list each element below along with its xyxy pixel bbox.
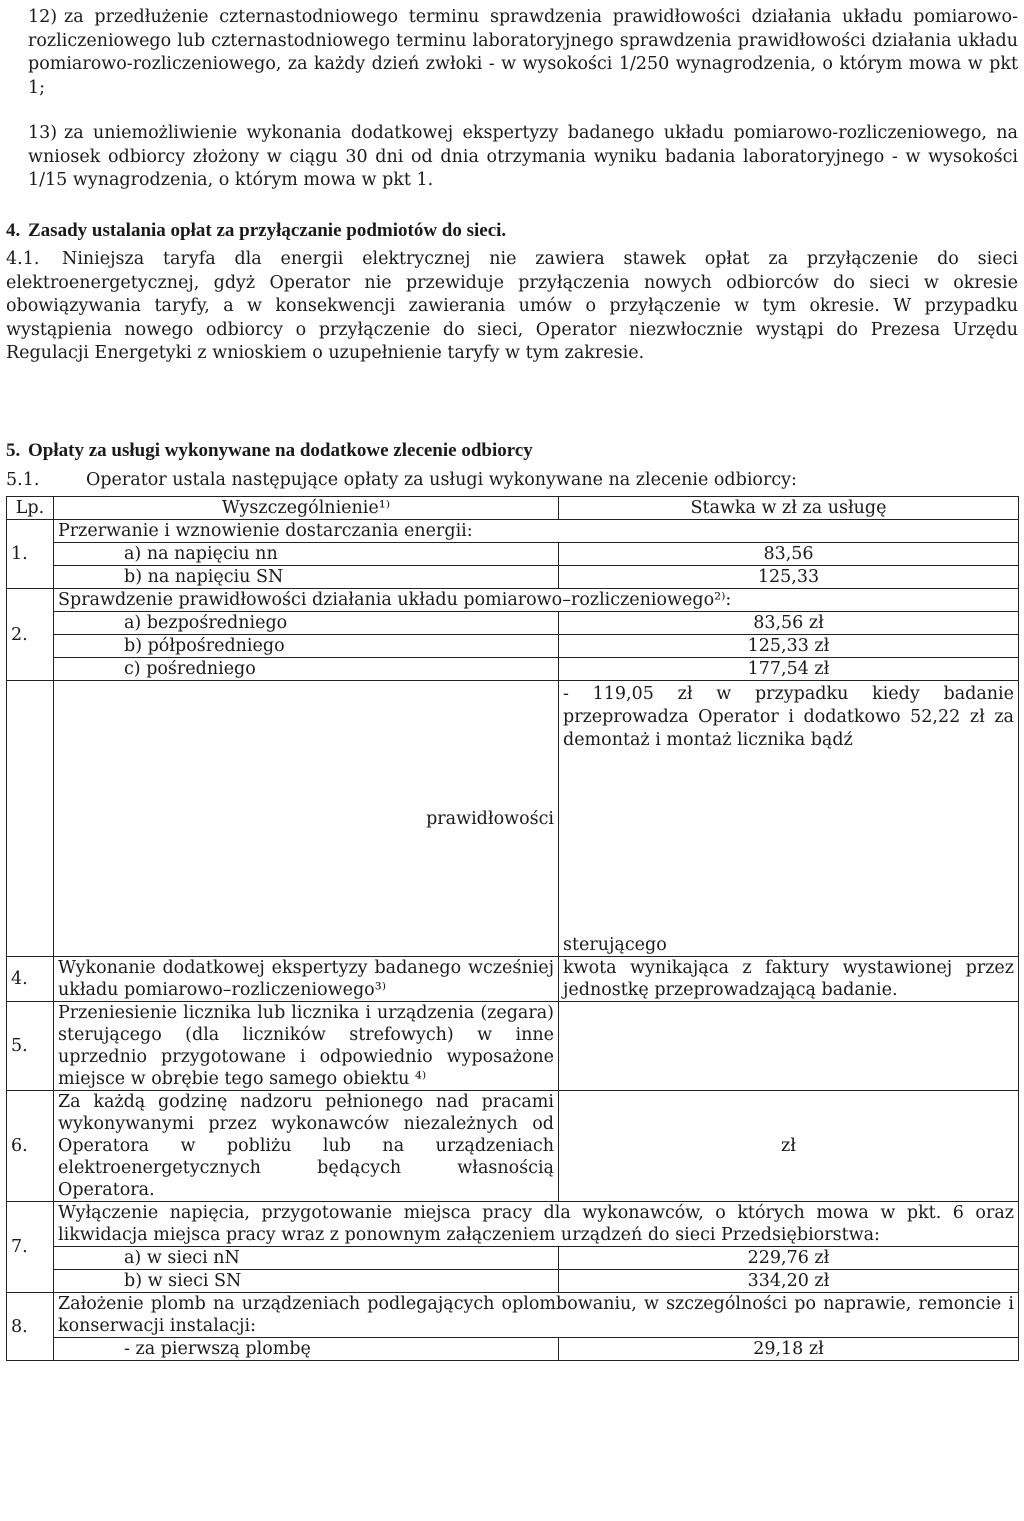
row-number: 4. bbox=[7, 957, 54, 1002]
item-text: za przedłużenie czternastodniowego terminu sprawdzenia prawidłowości działania układu pomiarowo-rozliczeniowego lub czternastodniowego terminu laboratoryjnego sprawdzenia prawidłowości działania układu pomiarowo-rozliczeniowego, za każdy dzień zwłoki - w wysokości 1/250 wynagrodzenia, o którym mowa w pkt 1; bbox=[28, 7, 1018, 98]
table-row bbox=[7, 635, 1019, 658]
item-number: 13) bbox=[28, 123, 58, 143]
table-row bbox=[7, 520, 1019, 543]
row-rate: kwota wynikająca z faktury wystawionej przez jednostkę przeprowadzającą badanie. bbox=[559, 957, 1019, 1002]
table-row bbox=[7, 566, 1019, 589]
item-text: za uniemożliwienie wykonania dodatkowej ekspertyzy badanego układu pomiarowo-rozliczeniowego, na wniosek odbiorcy złożony w ciągu 30 dni od dnia otrzymania wyniku badania laboratoryjnego - w wysokości 1/15 wynagrodzenia, o którym mowa w pkt 1. bbox=[28, 123, 1018, 190]
row-title: Sprawdzenie prawidłowości działania układu pomiarowo–rozliczeniowego²⁾: bbox=[54, 589, 1019, 612]
table-row bbox=[7, 1338, 1019, 1361]
table-row bbox=[7, 612, 1019, 635]
row-description: Przeniesienie licznika lub licznika i urządzenia (zegara) sterującego (dla liczników strefowych) w inne uprzednio przygotowane i odpowiednio wyposażone miejsce w obrębie tego samego obiektu ⁴⁾ bbox=[54, 1002, 559, 1091]
row-title: Założenie plomb na urządzeniach podlegających oplombowaniu, w szczególności po naprawie, remoncie i konserwacji instalacji: bbox=[54, 1293, 1019, 1338]
table-row bbox=[7, 543, 1019, 566]
section-4-heading bbox=[6, 220, 506, 242]
table-row bbox=[7, 1293, 1019, 1338]
row-rate: 125,33 zł bbox=[559, 635, 1019, 658]
row-rate: 125,33 bbox=[559, 566, 1019, 589]
row-rate: 83,56 zł bbox=[559, 612, 1019, 635]
table-row bbox=[7, 1202, 1019, 1247]
table-row bbox=[7, 1247, 1019, 1270]
row-rate: 334,20 zł bbox=[559, 1270, 1019, 1293]
paragraph-number: 4.1. bbox=[6, 249, 40, 269]
row-option: a) w sieci nN bbox=[54, 1247, 559, 1270]
paragraph-text: Niniejsza taryfa dla energii elektrycznej nie zawiera stawek opłat za przyłączenie do sieci elektroenergetycznej, gdyż Operator nie przewiduje przyłączenia nowych odbiorców do sieci w okresie obowiązywania taryfy, a w konsekwencji zawierania umów o przyłączenie w tym okresie. W przypadku wystąpienia nowego odbiorcy o przyłączenie do sieci, Operator niezwłocznie wystąpi do Prezesa Urzędu Regulacji Energetyki z wnioskiem o uzupełnienie taryfy w tym zakresie. bbox=[6, 249, 1018, 363]
header-lp: Lp. bbox=[7, 497, 54, 520]
row-option: b) w sieci SN bbox=[54, 1270, 559, 1293]
section-4-paragraph bbox=[6, 248, 1018, 366]
row-number: 2. bbox=[7, 589, 54, 681]
section-title: Opłaty za usługi wykonywane na dodatkowe zlecenie odbiorcy bbox=[28, 440, 533, 461]
table-row bbox=[7, 1002, 1019, 1091]
table-row bbox=[7, 957, 1019, 1002]
section-5-paragraph bbox=[6, 470, 797, 490]
header-description: Wyszczególnienie¹⁾ bbox=[54, 497, 559, 520]
table-row bbox=[7, 1270, 1019, 1293]
row-number: 6. bbox=[7, 1091, 54, 1202]
row-number: 7. bbox=[7, 1202, 54, 1293]
paragraph-text: Operator ustala następujące opłaty za usługi wykonywane na zlecenie odbiorcy: bbox=[86, 470, 797, 490]
row-option: b) na napięciu SN bbox=[54, 566, 559, 589]
row-option: - za pierwszą plombę bbox=[54, 1338, 559, 1361]
section-number: 5. bbox=[6, 440, 21, 461]
section-number: 4. bbox=[6, 220, 21, 241]
row-rate: 83,56 bbox=[559, 543, 1019, 566]
table-header-row bbox=[7, 497, 1019, 520]
row-rate bbox=[559, 1002, 1019, 1091]
row-option: b) półpośredniego bbox=[54, 635, 559, 658]
row-option: c) pośredniego bbox=[54, 658, 559, 681]
row-title: Wyłączenie napięcia, przygotowanie miejsca pracy dla wykonawców, o których mowa w pkt. 6 oraz likwidacja miejsca pracy wraz z ponownym załączeniem urządzeń do sieci Przedsiębiorstwa: bbox=[54, 1202, 1019, 1247]
row-number bbox=[7, 681, 54, 957]
table-row bbox=[7, 589, 1019, 612]
row-description: prawidłowości bbox=[54, 681, 559, 957]
intro-item-13 bbox=[28, 122, 1018, 193]
fees-table bbox=[6, 496, 1019, 1361]
row-option: a) na napięciu nn bbox=[54, 543, 559, 566]
rate-text-bottom: sterującego bbox=[563, 935, 667, 955]
paragraph-number: 5.1. bbox=[6, 470, 40, 490]
row-number: 1. bbox=[7, 520, 54, 589]
header-rate: Stawka w zł za usługę bbox=[559, 497, 1019, 520]
row-title: Przerwanie i wznowienie dostarczania energii: bbox=[54, 520, 1019, 543]
row-description: Wykonanie dodatkowej ekspertyzy badanego wcześniej układu pomiarowo–rozliczeniowego³⁾ bbox=[54, 957, 559, 1002]
row-rate: 229,76 zł bbox=[559, 1247, 1019, 1270]
row-number: 5. bbox=[7, 1002, 54, 1091]
rate-text: - 119,05 zł w przypadku kiedy badanie przeprowadza Operator i dodatkowo 52,22 zł za demontaż i montaż licznika bądź bbox=[563, 684, 1014, 750]
table-row bbox=[7, 658, 1019, 681]
row-rate bbox=[559, 681, 1019, 957]
row-description: Za każdą godzinę nadzoru pełnionego nad pracami wykonywanymi przez wykonawców niezależnych od Operatora w pobliżu lub na urządzeniach elektroenergetycznych będących własnością Operatora. bbox=[54, 1091, 559, 1202]
section-5-heading bbox=[6, 440, 533, 462]
table-row bbox=[7, 681, 1019, 957]
row-rate: 177,54 zł bbox=[559, 658, 1019, 681]
intro-item-12 bbox=[28, 6, 1018, 100]
section-title: Zasady ustalania opłat za przyłączanie podmiotów do sieci. bbox=[28, 220, 507, 241]
row-option: a) bezpośredniego bbox=[54, 612, 559, 635]
item-number: 12) bbox=[28, 7, 58, 27]
row-number: 8. bbox=[7, 1293, 54, 1361]
table-row bbox=[7, 1091, 1019, 1202]
row-rate: 29,18 zł bbox=[559, 1338, 1019, 1361]
row-rate: zł bbox=[559, 1091, 1019, 1202]
